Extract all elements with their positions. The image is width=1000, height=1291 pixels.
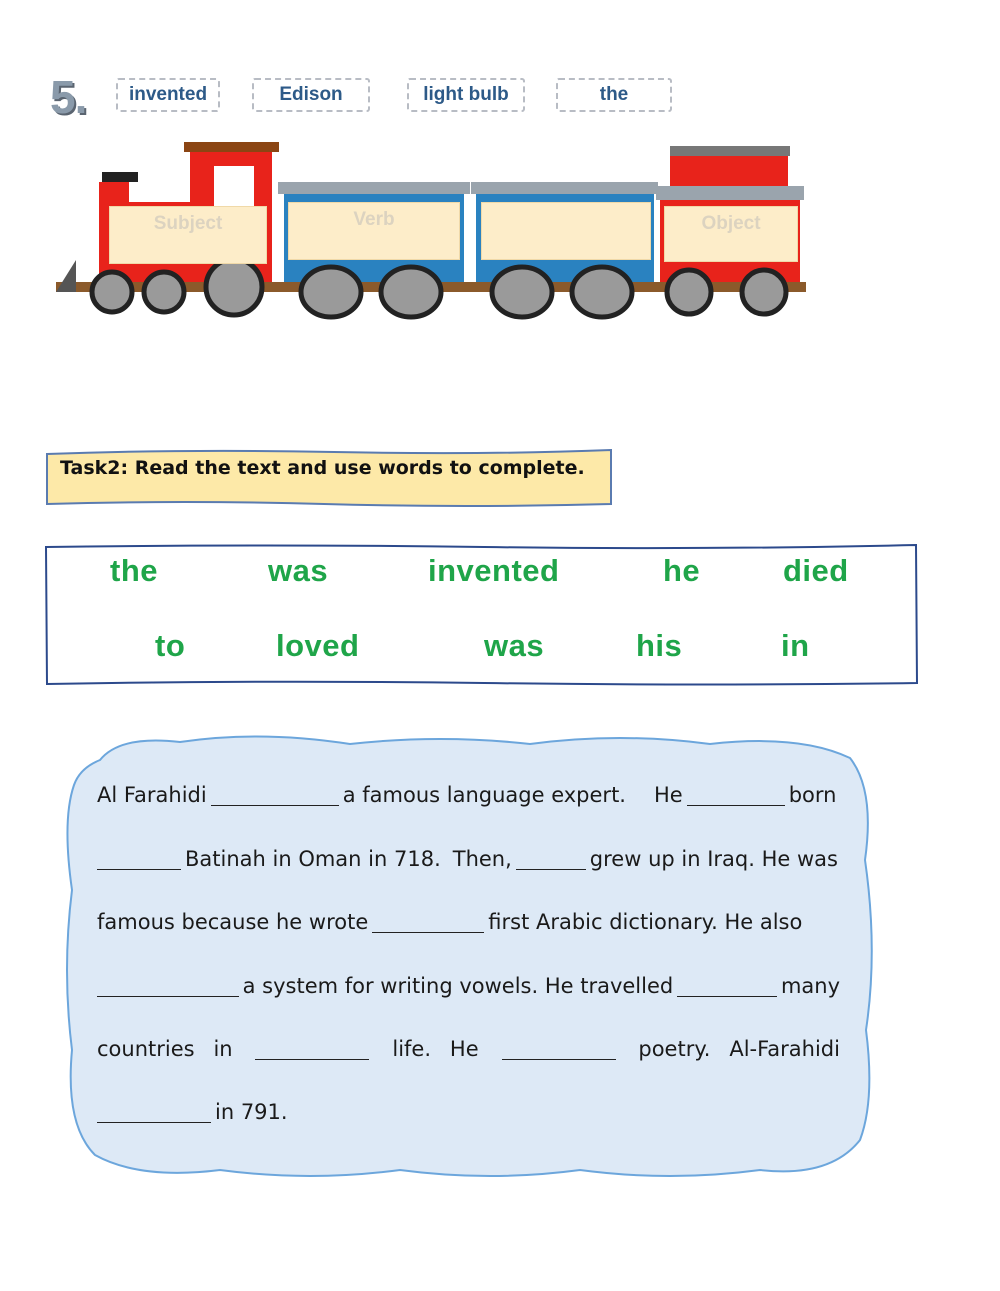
word-chip-invented[interactable]: invented <box>116 78 220 112</box>
passage-line-3 <box>97 910 840 934</box>
word-bank-died[interactable]: died <box>783 553 849 588</box>
passage-text: many <box>780 974 840 998</box>
passage-line-1 <box>97 783 840 807</box>
passage-text: He <box>449 1037 479 1061</box>
blank-4[interactable] <box>516 847 586 870</box>
drop-slot-object[interactable]: Object <box>664 206 798 262</box>
passage-line-4 <box>97 974 840 998</box>
word-bank-invented[interactable]: invented <box>428 553 560 588</box>
passage-text: Al-Farahidi <box>729 1037 840 1061</box>
passage-text: countries <box>97 1037 195 1061</box>
passage-text: famous because he wrote <box>97 910 369 934</box>
word-bank-was[interactable]: was <box>268 553 329 588</box>
passage-text: in <box>213 1037 233 1061</box>
word-chip-the[interactable]: the <box>556 78 672 112</box>
passage-text: He <box>653 783 683 807</box>
blank-7[interactable] <box>677 974 777 997</box>
blank-9[interactable] <box>502 1037 616 1060</box>
passage-text: a famous language expert. <box>342 783 626 807</box>
passage-text: first Arabic dictionary. He also <box>488 910 803 934</box>
blank-3[interactable] <box>97 847 181 870</box>
word-bank-in[interactable]: in <box>781 628 810 663</box>
passage-line-2 <box>97 847 840 871</box>
blank-6[interactable] <box>97 974 239 997</box>
word-bank-to[interactable]: to <box>155 628 186 663</box>
blank-2[interactable] <box>687 783 785 806</box>
passage-text: Al Farahidi <box>97 783 207 807</box>
blank-1[interactable] <box>211 783 339 806</box>
passage-text: grew up in Iraq. He was <box>589 847 838 871</box>
train-illustration <box>44 132 807 332</box>
drop-slot-empty[interactable] <box>481 202 651 260</box>
word-chip-light-bulb[interactable]: light bulb <box>407 78 525 112</box>
passage-text: life. <box>392 1037 432 1061</box>
passage-line-5 <box>97 1037 840 1061</box>
passage-text: Then, <box>452 847 512 871</box>
passage-text: Batinah in Oman in 718. <box>185 847 441 871</box>
passage-text: in 791. <box>215 1100 288 1124</box>
exercise-number: 5. <box>50 71 87 123</box>
passage-text: a system for writing vowels. He travelled <box>242 974 674 998</box>
word-bank-the[interactable]: the <box>110 553 158 588</box>
word-bank-loved[interactable]: loved <box>276 628 360 663</box>
blank-8[interactable] <box>255 1037 369 1060</box>
passage-text: poetry. <box>638 1037 711 1061</box>
word-bank-his[interactable]: his <box>636 628 683 663</box>
passage-text: born <box>788 783 837 807</box>
word-bank-was-2[interactable]: was <box>484 628 545 663</box>
word-bank-he[interactable]: he <box>663 553 701 588</box>
blank-10[interactable] <box>97 1100 211 1123</box>
passage-line-6 <box>97 1100 840 1124</box>
word-chip-edison[interactable]: Edison <box>252 78 370 112</box>
drop-slot-verb[interactable]: Verb <box>288 202 460 260</box>
drop-slot-subject[interactable]: Subject <box>109 206 267 264</box>
blank-5[interactable] <box>372 910 484 933</box>
task-title: Task2: Read the text and use words to complete. <box>60 457 585 479</box>
